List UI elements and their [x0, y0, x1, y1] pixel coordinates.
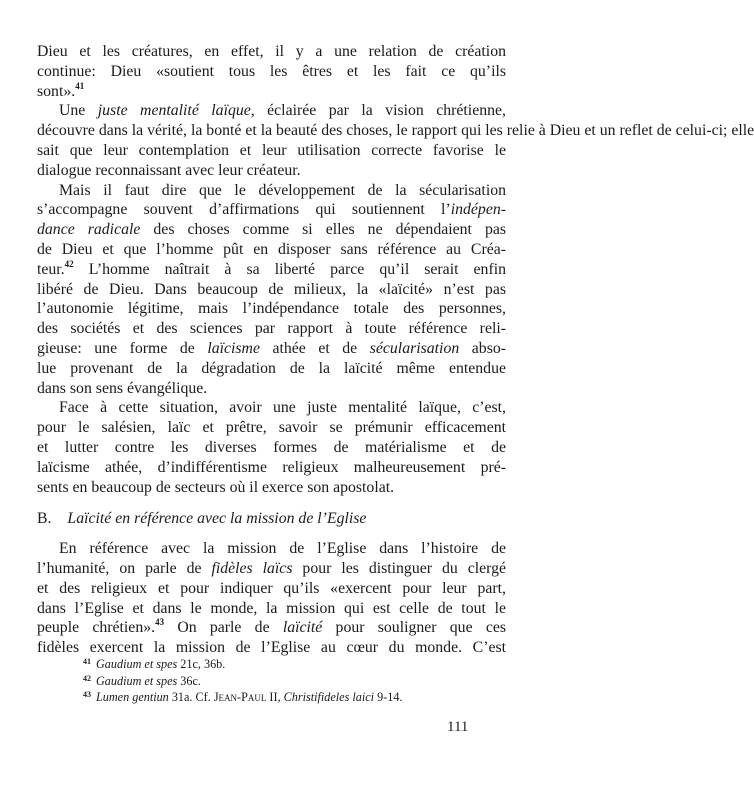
text-segment: dans son sens évangélique.: [37, 379, 208, 397]
footnote-text: Gaudium et spes: [96, 673, 178, 688]
text-line: [37, 438, 506, 458]
footnote-text: Jean-Paul II: [213, 690, 278, 704]
text-segment: l’humanité, on parle de: [37, 559, 212, 577]
text-line: [37, 599, 506, 619]
text-segment: fidèles exercent la mission de l’Eglise au cœur du monde. C’est: [37, 639, 506, 657]
text-segment: s’accompagne souvent d’affirmations qui soutiennent l’: [37, 201, 451, 219]
footnote-text: 9-14.: [374, 690, 403, 704]
text-line: [37, 638, 506, 658]
text-line: [37, 539, 506, 559]
text-segment: Dieu et les créatures, en effet, il y a une relation de création: [37, 43, 506, 60]
footnotes: [83, 656, 503, 706]
text-segment: de Dieu et que l’homme pût en disposer sans référence au Créa-: [37, 240, 506, 258]
text-line: [37, 458, 506, 478]
text-line: [37, 141, 506, 161]
text-segment: peuple chrétien».: [37, 619, 156, 637]
text-segment: et lutter contre les diverses formes de matérialisme et de: [37, 438, 506, 456]
text-line: [37, 319, 506, 339]
text-segment: l’autonomie légitime, mais l’indépendance totale des personnes,: [37, 300, 506, 318]
text-line: [37, 200, 506, 220]
text-segment: Une: [59, 102, 98, 120]
text-segment: sait que leur contemplation et leur utilisation correcte favorise le: [37, 141, 506, 159]
section-heading: [37, 509, 506, 529]
footnote-text: 21c, 36b.: [177, 657, 226, 671]
text-segment: découvre dans la vérité, la bonté et la beauté des choses, le rapport qui les relie à Dieu et un reflet de celui-ci; elle: [37, 122, 754, 140]
text-line: [37, 559, 506, 579]
footnote: 42 Gaudium et spes 36c.: [83, 673, 201, 688]
footnote-ref: 41: [75, 80, 85, 91]
text-segment: abso-: [459, 339, 506, 357]
text-segment: des choses comme si elles ne dépendaient pas: [140, 221, 507, 239]
text-segment: dance radicale: [37, 221, 141, 239]
footnote-text: Christifideles laici: [283, 690, 375, 704]
section-gap: [37, 529, 506, 539]
section-heading-text: Laïcité en référence avec la mission de l’Eglise: [67, 510, 367, 528]
text-line: [37, 62, 506, 82]
text-segment: En référence avec la mission de l’Eglise dans l’histoire de: [59, 540, 506, 558]
text-segment: sents en beaucoup de secteurs où il exerce son apostolat.: [37, 478, 395, 496]
footnote-ref: 43: [155, 617, 165, 628]
text-line: [37, 418, 506, 438]
text-segment: sécularisation: [369, 339, 460, 357]
text-segment: indépen-: [450, 201, 506, 219]
footnote-text: Lumen gentiun: [96, 690, 169, 704]
text-segment: continue: Dieu «soutient tous les êtres et les fait ce qu’ils: [37, 62, 506, 80]
text-segment: laïcisme: [207, 339, 260, 357]
text-segment: teur.: [37, 260, 65, 278]
text-segment: dialogue reconnaissant avec leur créateur.: [37, 161, 301, 179]
text-line: [37, 359, 506, 379]
paragraphs-block-1: [37, 42, 754, 497]
footnote: 43 Lumen gentiun 31a. Cf. Jean-Paul II, Christifideles laici 9-14.: [83, 690, 403, 704]
text-segment: dans l’Eglise et dans le monde, la mission qui est celle de tout le: [37, 599, 506, 617]
text-segment: laïcisme athée, d’indifférentisme religieux malheureusement pré-: [37, 458, 506, 476]
section-gap: [37, 497, 506, 509]
text-line: [37, 579, 506, 599]
footnote-text: 36c.: [177, 673, 201, 688]
text-line: [37, 280, 506, 300]
text-line: [37, 240, 506, 260]
text-segment: juste mentalité laïque: [97, 102, 251, 120]
text-line: [37, 220, 506, 240]
text-line: [37, 339, 506, 359]
paragraphs-block-2: [37, 539, 506, 658]
text-line: [37, 42, 506, 62]
text-segment: On parle de: [164, 619, 283, 637]
text-line: [37, 181, 506, 201]
footnote-text: Gaudium et spes: [96, 657, 178, 671]
page-number: 111: [447, 719, 469, 735]
text-line: [37, 121, 754, 141]
text-segment: Mais il faut dire que le développement de la sécularisation: [59, 181, 506, 199]
text-line: [37, 82, 506, 102]
footnote-ref: 42: [64, 258, 74, 269]
text-segment: fidèles laïcs: [211, 559, 293, 577]
text-segment: L’homme naîtrait à sa liberté parce qu’il serait enfin: [73, 260, 506, 278]
text-segment: athée et de: [259, 339, 370, 357]
text-segment: laïcité: [282, 619, 323, 637]
text-segment: pour les distinguer du clergé: [292, 559, 506, 577]
text-segment: pour le salésien, laïc et prêtre, savoir se prémunir efficacement: [37, 419, 506, 437]
text-line: [37, 478, 506, 498]
text-segment: gieuse: une forme de: [37, 339, 208, 357]
text-segment: lue provenant de la dégradation de la laïcité même entendue: [37, 359, 506, 377]
text-line: [37, 161, 506, 181]
text-segment: des sociétés et des sciences par rapport à toute référence reli-: [37, 320, 506, 338]
text-line: [37, 101, 506, 121]
text-segment: pour souligner que ces: [322, 619, 506, 637]
section-heading-label: B.: [37, 510, 52, 528]
footnote: 41 Gaudium et spes 21c, 36b.: [83, 657, 226, 671]
text-line: [37, 379, 506, 399]
text-segment: sont».: [37, 82, 76, 100]
text-segment: et des religieux et pour indiquer qu’ils «exercent pour leur part,: [37, 579, 506, 597]
page-body: [37, 42, 754, 658]
text-segment: , éclairée par la vision chrétienne,: [250, 102, 506, 120]
text-line: [37, 299, 506, 319]
text-line: [37, 398, 506, 418]
footnote-text: 31a. Cf.: [168, 690, 214, 704]
text-line: [37, 260, 506, 280]
footnote-text: ,: [277, 690, 284, 704]
text-segment: Face à cette situation, avoir une juste mentalité laïque, c’est,: [59, 399, 506, 417]
text-line: [37, 618, 506, 638]
text-segment: libéré de Dieu. Dans beaucoup de milieux, la «laïcité» n’est pas: [37, 280, 506, 298]
